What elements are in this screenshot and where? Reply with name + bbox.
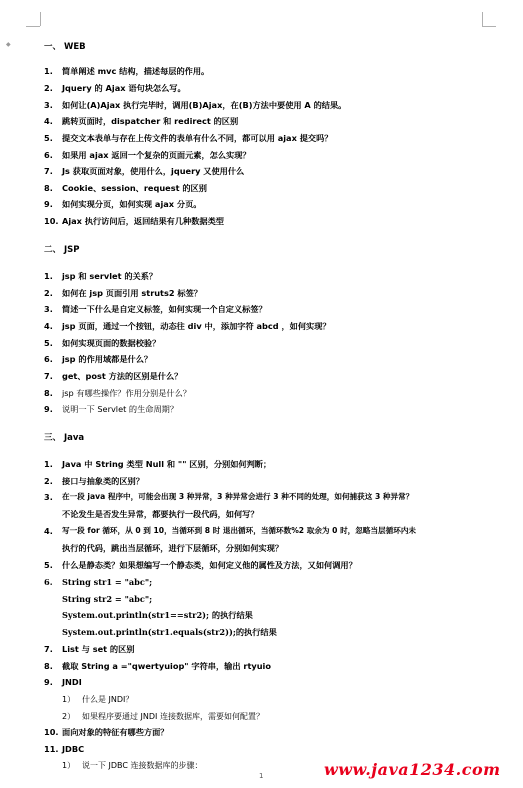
paragraph-anchor-icon: ◆ (6, 41, 11, 48)
code-line: String str2 = "abc"; (62, 594, 153, 604)
section-heading-web: 一、 WEB (44, 42, 86, 52)
section-heading-jsp: 二、 JSP (44, 245, 80, 255)
margin-corner-mark (482, 26, 496, 27)
list-item-continuation: 执行的代码，跳出当层循环，进行下层循环，分别如何实现？ (62, 543, 284, 553)
watermark: www.java1234.com (324, 760, 501, 779)
margin-corner-mark (26, 26, 40, 27)
page-number: 1 (259, 772, 264, 780)
margin-corner-mark (482, 12, 483, 26)
margin-corner-mark (40, 12, 41, 26)
code-line: System.out.println(str1==str2); 的执行结果 (62, 610, 253, 620)
document-page: ◆ 一、 WEB 1. 简单阐述 mvc 结构，描述每层的作用。 2. Jquery 的 Ajax 语句块怎么写。 3. 如何让(A)Ajax 执行完毕时，调用(B)Ajax，在(B)方法中要使用 A 的结果。 4. 跳转页面时，dispatcher 和 redirect 的区别 5. 提交文本表单与存在上传文件的表单有什么不同，都可以用 ajax 提交吗？ 6. 如果用 ajax 返回一个复杂的页面元素，怎么实现？ 7. Js 获取页面对象，使用什么，jquery 又使用什么 8. Cookie、session、request 的区别 9. 如何实现分页，如何实现 ajax 分页。 10. Ajax 执行访问后，返回结果有几种数据类型 二、 JSP 1. jsp 和 servlet 的关系？ 2. 如何在 jsp 页面引用 struts2 标签？ 3. 简述一下什么是自定义标签，如何实现一个自定义标签？ 4. jsp 页面，通过一个按钮，动态往 div 中，添加字符 abcd ，如何实现？ 5. 如何实现页面的数据校验？ 6. jsp 的作用域都是什么？ 7. get、post 方法的区别是什么？ 8. jsp 有哪些操作？作用分别是什么？ 9. 说明一下 Servlet 的生命周期？ 三、 Java 1. Java 中 String 类型 Null 和 "" 区别，分别如何判断； 2. 接口与抽象类的区别？ 3. 在一段 java 程序中，可能会出现 3 种异常，3 种异常会进行 3 种不同的处理，如何捕获这 3 种异常？ 不论发生是否发生异常，都要执行一段代码，如何写？ 4. 写一段 for 循环，从 0 到 10，当循环到 8 时 退出循环，当循环数%2 取余为 0 时，忽略当层循环内未 执行的代码，跳出当层循环，进行下层循环，分别如何实现？ 5. 什么是静态类？如果想编写一个静态类，如何定义他的属性及方法，又如何调用？ 6. String str1 = "abc"; String str2 = "abc"; System.out.println(str1==str2); 的执行结果 System.out.println(str1.equals(str2));的执行结果 7. List 与 set 的区别 8. 截取 String a ="qwertyuiop" 字符串，输出 rtyuio 9. JNDI 1） 什么是 JNDI？ 2） 如果程序要通过 JNDI 连接数据库，需要如何配置？ 10. 面向对象的特征有哪些方面？ 11. JDBC 1） 说一下 JDBC 连接数据库的步骤： 1 www.java1234.com (0, 0, 523, 788)
section-heading-java: 三、 Java (44, 433, 85, 443)
code-line: System.out.println(str1.equals(str2));的执行结果 (62, 627, 277, 637)
list-item-continuation: 不论发生是否发生异常，都要执行一段代码，如何写？ (62, 509, 259, 519)
